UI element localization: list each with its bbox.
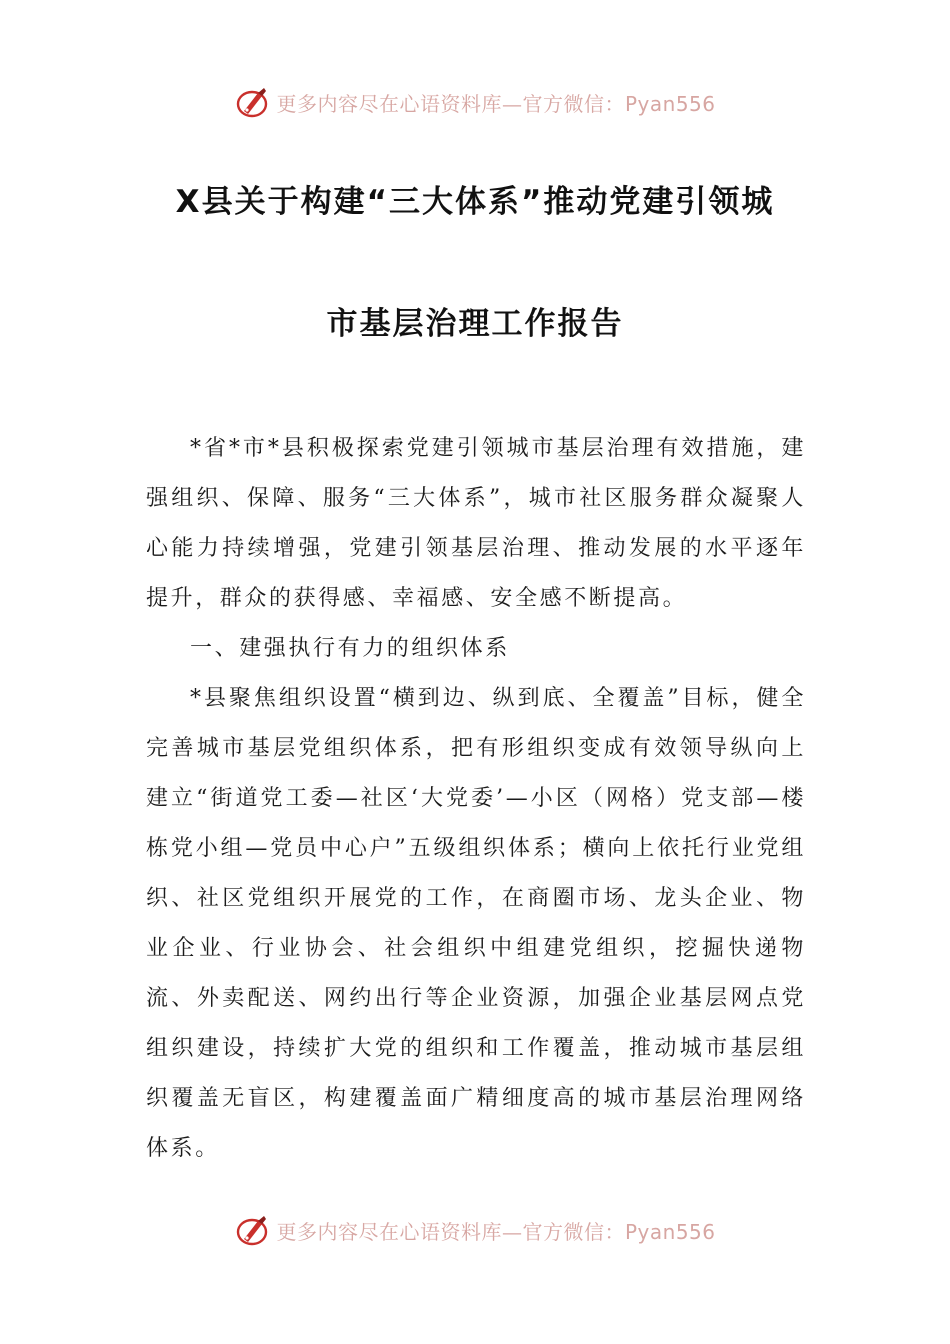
header-watermark-banner [0,80,950,124]
document-title-line-2: 市基层治理工作报告 [326,306,624,342]
pen-nib-logo-icon [234,1212,270,1248]
body-paragraph-section-1: *县聚焦组织设置“横到边、纵到底、全覆盖”目标，健全完善城市基层党组织体系，把有形组织变成有效领导纵向上建立“街道党工委—社区‘大党委’—小区（网格）党支部—楼栋党小组—党员中心户”五级组织体系；横向上依托行业党组织、社区党组织开展党的工作，在商圈市场、龙头企业、物业企业、行业协会、社会组织中组建党组织，挖掘快递物流、外卖配送、网约出行等企业资源，加强企业基层网点党组织建设，持续扩大党的组织和工作覆盖，推动城市基层组织覆盖无盲区，构建覆盖面广精细度高的城市基层治理网络体系。 [146,686,806,1161]
watermark-wechat-id: Pyan556 [624,1219,716,1244]
watermark-main-text: 更多内容尽在心语资料库 [276,91,502,116]
body-paragraph-intro: *省*市*县积极探索党建引领城市基层治理有效措施，建强组织、保障、服务“三大体系”，城市社区服务群众凝聚人心能力持续增强，党建引领基层治理、推动发展的水平逐年提升，群众的获得感、幸福感、安全感不断提高。 [146,436,806,611]
pen-nib-logo-icon [234,84,270,120]
watermark-official-label: 官方微信： [522,1219,625,1244]
watermark-wechat-id: Pyan556 [624,91,716,116]
section-heading-1: 一、建强执行有力的组织体系 [190,636,510,661]
watermark-text [276,1216,715,1245]
watermark-dash: — [501,1219,523,1244]
watermark-text [276,88,715,117]
footer-watermark-banner [0,1208,950,1252]
watermark-official-label: 官方微信： [522,91,625,116]
watermark-dash: — [501,91,523,116]
watermark-main-text: 更多内容尽在心语资料库 [276,1219,502,1244]
document-title-line-1: X县关于构建“三大体系”推动党建引领城 [175,184,775,220]
document-body [146,424,806,1174]
